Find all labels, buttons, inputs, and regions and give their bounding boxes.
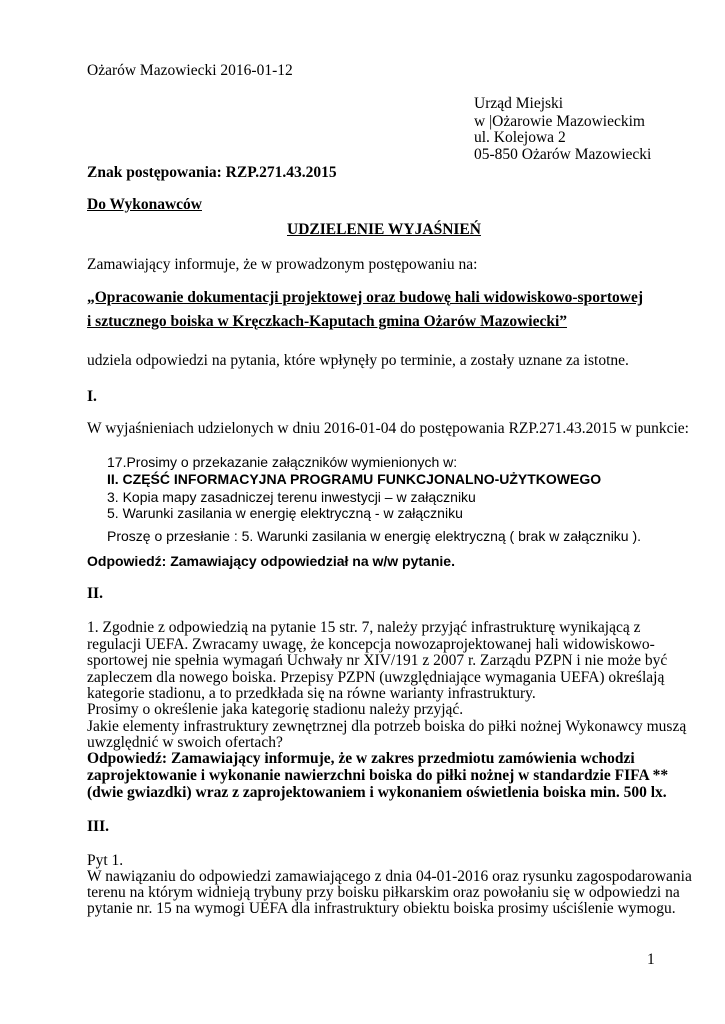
page-number: 1 bbox=[647, 951, 655, 968]
answer-text: Odpowiedź: Zamawiający odpowiedział na w/w pytanie. bbox=[87, 553, 455, 569]
section-heading: I. bbox=[87, 388, 97, 405]
question-line: pytanie nr. 15 na wymogi UEFA dla infrastruktury obiektu boiska prosimy uściślenie wymogu. bbox=[87, 900, 676, 917]
subject-line: i sztucznego boiska w Kręczkach-Kaputach gmina Ożarów Mazowiecki” bbox=[87, 313, 568, 330]
answer-line: (dwie gwiazdki) wraz z zaprojektowaniem i wykonaniem oświetlenia boiska min. 500 lx. bbox=[87, 784, 667, 801]
recipient-line: ul. Kolejowa 2 bbox=[474, 129, 566, 146]
question-line: regulacji UEFA. Zwracamy uwagę, że koncepcja nowozaprojektowanej hali widowiskowo- bbox=[87, 636, 655, 653]
question-line: W nawiązaniu do odpowiedzi zamawiającego z dnia 04-01-2016 oraz rysunku zagospodarowania bbox=[87, 868, 692, 885]
question-line: kategorie stadionu, a to przedkłada się na równe warianty infrastruktury. bbox=[87, 685, 536, 702]
section-heading: II. bbox=[87, 585, 103, 602]
case-reference: Znak postępowania: RZP.271.43.2015 bbox=[87, 164, 337, 181]
question-number: Pyt 1. bbox=[87, 852, 124, 869]
list-item: 17.Prosimy o przekazanie załączników wymienionych w: bbox=[107, 454, 458, 470]
recipient-line: w |Ożarowie Mazowieckim bbox=[474, 113, 645, 130]
question-line: terenu na którym widnieją trybuny przy boisku piłkarskim oraz powołaniu się w odpowiedzi na bbox=[87, 884, 680, 901]
question-line: 1. Zgodnie z odpowiedzią na pytanie 15 str. 7, należy przyjąć infrastrukturę wynikającą z bbox=[87, 619, 641, 636]
request-text: Proszę o przesłanie : 5. Warunki zasilania w energię elektryczną ( brak w załączniku ). bbox=[107, 528, 642, 544]
subject-line: „Opracowanie dokumentacji projektowej oraz budowę hali widowiskowo-sportowej bbox=[87, 289, 643, 306]
question-line: zapleczem dla nowego boiska. Przepisy PZPN (uwzględniające wymagania UEFA) określają bbox=[87, 669, 665, 686]
list-item: 3. Kopia mapy zasadniczej terenu inwestycji – w załączniku bbox=[107, 489, 476, 505]
document-title: UDZIELENIE WYJAŚNIEŃ bbox=[287, 221, 481, 238]
recipient-line: 05-850 Ożarów Mazowiecki bbox=[474, 146, 652, 163]
list-item: II. CZĘŚĆ INFORMACYJNA PROGRAMU FUNKCJONALNO-UŻYTKOWEGO bbox=[107, 471, 602, 487]
question-line: Jakie elementy infrastruktury zewnętrznej dla potrzeb boiska do piłki nożnej Wykonawcy muszą bbox=[87, 718, 687, 735]
statement-text: udziela odpowiedzi na pytania, które wpłynęły po terminie, a zostały uznane za istotne. bbox=[87, 352, 629, 369]
place-date: Ożarów Mazowiecki 2016-01-12 bbox=[87, 62, 293, 79]
section-heading: III. bbox=[87, 818, 109, 835]
question-line: uwzględnić w swoich ofertach? bbox=[87, 734, 283, 751]
question-line: Prosimy o określenie jaka kategorię stadionu należy przyjąć. bbox=[87, 701, 464, 718]
list-item: 5. Warunki zasilania w energię elektryczną - w załączniku bbox=[107, 505, 463, 521]
intro-text: Zamawiający informuje, że w prowadzonym postępowaniu na: bbox=[87, 256, 478, 273]
question-line: sportowej nie spełnia wymagań Uchwały nr XIV/191 z 2007 r. Zarządu PZPN i nie może być bbox=[87, 652, 668, 669]
recipient-line: Urząd Miejski bbox=[474, 95, 564, 112]
answer-line: zaprojektowanie i wykonanie nawierzchni boiska do piłki nożnej w standardzie FIFA ** bbox=[87, 767, 669, 784]
section-text: W wyjaśnieniach udzielonych w dniu 2016-01-04 do postępowania RZP.271.43.2015 w punkcie: bbox=[87, 420, 689, 437]
addressee: Do Wykonawców bbox=[87, 196, 202, 213]
answer-line: Odpowiedź: Zamawiający informuje, że w zakres przedmiotu zamówienia wchodzi bbox=[87, 750, 635, 767]
